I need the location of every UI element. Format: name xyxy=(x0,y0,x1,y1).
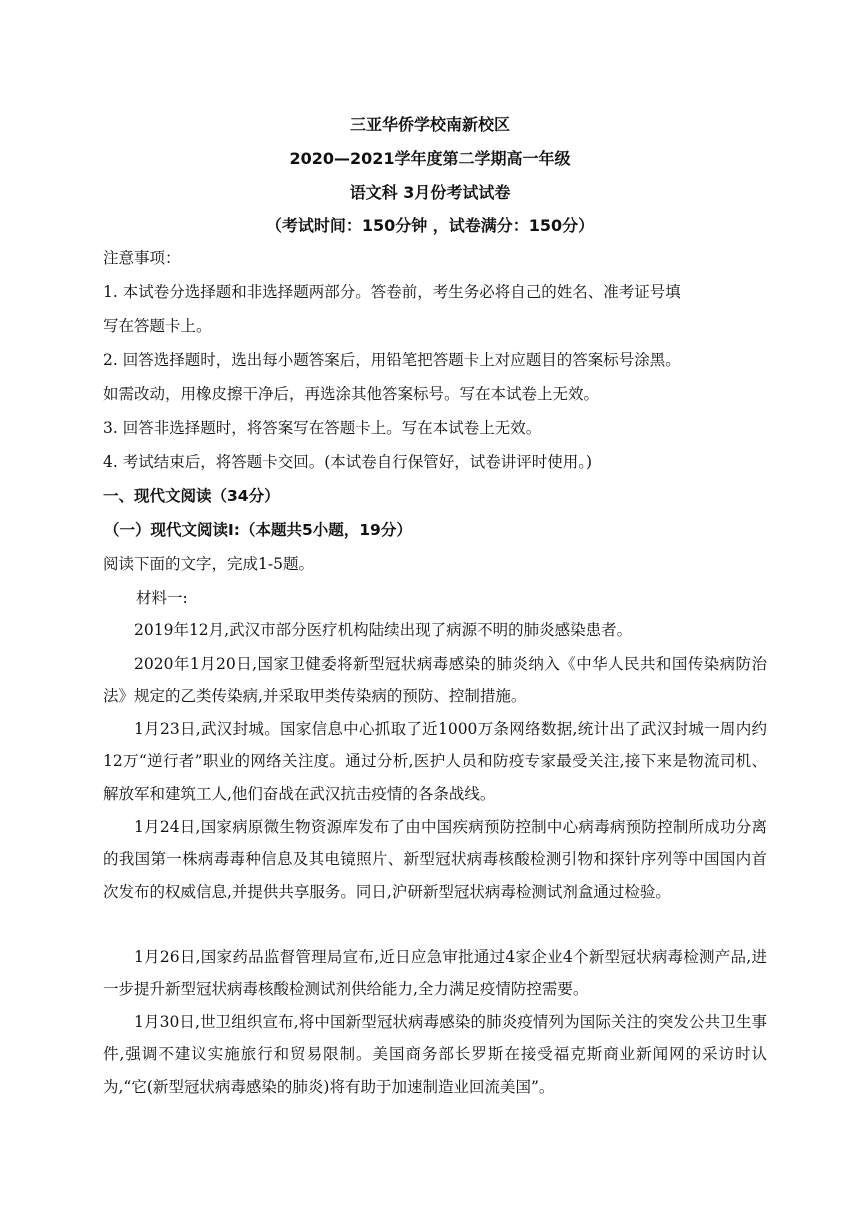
notice-item-2a: 2. 回答选择题时，选出每小题答案后，用铅笔把答题卡上对应题目的答案标号涂黑。 xyxy=(103,351,681,369)
notice-item-3: 3. 回答非选择题时，将答案写在答题卡上。写在本试卷上无效。 xyxy=(103,419,542,437)
school-name: 三亚华侨学校南新校区 xyxy=(349,115,510,134)
notice-heading: 注意事项： xyxy=(103,249,181,267)
term-title: 2020—2021学年度第二学期高一年级 xyxy=(289,149,571,168)
paragraph-5: 1月26日,国家药品监督管理局宣布,近日应急审批通过4家企业4个新型冠状病毒检测产品,进一步提升新型冠状病毒核酸检测试剂供给能力,全力满足疫情防控需要。 xyxy=(103,948,767,999)
paragraph-1: 2019年12月,武汉市部分医疗机构陆续出现了病源不明的肺炎感染患者。 xyxy=(134,621,633,639)
paragraph-4: 1月24日,国家病原微生物资源库发布了由中国疾病预防控制中心病毒病预防控制所成功分离的我国第一株病毒毒种信息及其电镜照片、新型冠状病毒核酸检测引物和探针序列等中国国内首次发布的权威信息,并提供共享服务。同日,沪研新型冠状病毒检测试剂盒通过检验。 xyxy=(103,818,767,901)
notice-item-1b: 写在答题卡上。 xyxy=(103,317,212,335)
notice-item-1a: 1. 本试卷分选择题和非选择题两部分。答卷前，考生务必将自己的姓名、准考证号填 xyxy=(103,283,681,301)
paragraph-2: 2020年1月20日,国家卫健委将新型冠状病毒感染的肺炎纳入《中华人民共和国传染病防治法》规定的乙类传染病,并采取甲类传染病的预防、控制措施。 xyxy=(103,655,767,706)
notice-item-4: 4. 考试结束后，将答题卡交回。(本试卷自行保管好，试卷讲评时使用。) xyxy=(103,453,593,471)
exam-title: 语文科 3月份考试试卷 xyxy=(349,183,511,202)
exam-time-score: （考试时间：150分钟 ，试卷满分：150分） xyxy=(265,216,595,235)
reading-instruction: 阅读下面的文字，完成1-5题。 xyxy=(103,555,314,573)
paragraph-6: 1月30日,世卫组织宣布,将中国新型冠状病毒感染的肺炎疫情列为国际关注的突发公共卫生事件,强调不建议实施旅行和贸易限制。美国商务部长罗斯在接受福克斯商业新闻网的采访时认为,“它(新型冠状病毒感染的肺炎)将有助于加速制造业回流美国”。 xyxy=(103,1013,767,1096)
notice-item-2b: 如需改动，用橡皮擦干净后，再选涂其他答案标号。写在本试卷上无效。 xyxy=(103,385,600,403)
subsection-heading: （一）现代文阅读I:（本题共5小题，19分） xyxy=(104,521,412,539)
material-label: 材料一: xyxy=(136,589,188,607)
section-heading: 一、现代文阅读（34分） xyxy=(103,487,280,505)
paragraph-3: 1月23日,武汉封城。国家信息中心抓取了近1000万条网络数据,统计出了武汉封城一周内约12万“逆行者”职业的网络关注度。通过分析,医护人员和防疫专家最受关注,接下来是物流司机、解放军和建筑工人,他们奋战在武汉抗击疫情的各条战线。 xyxy=(103,720,767,803)
